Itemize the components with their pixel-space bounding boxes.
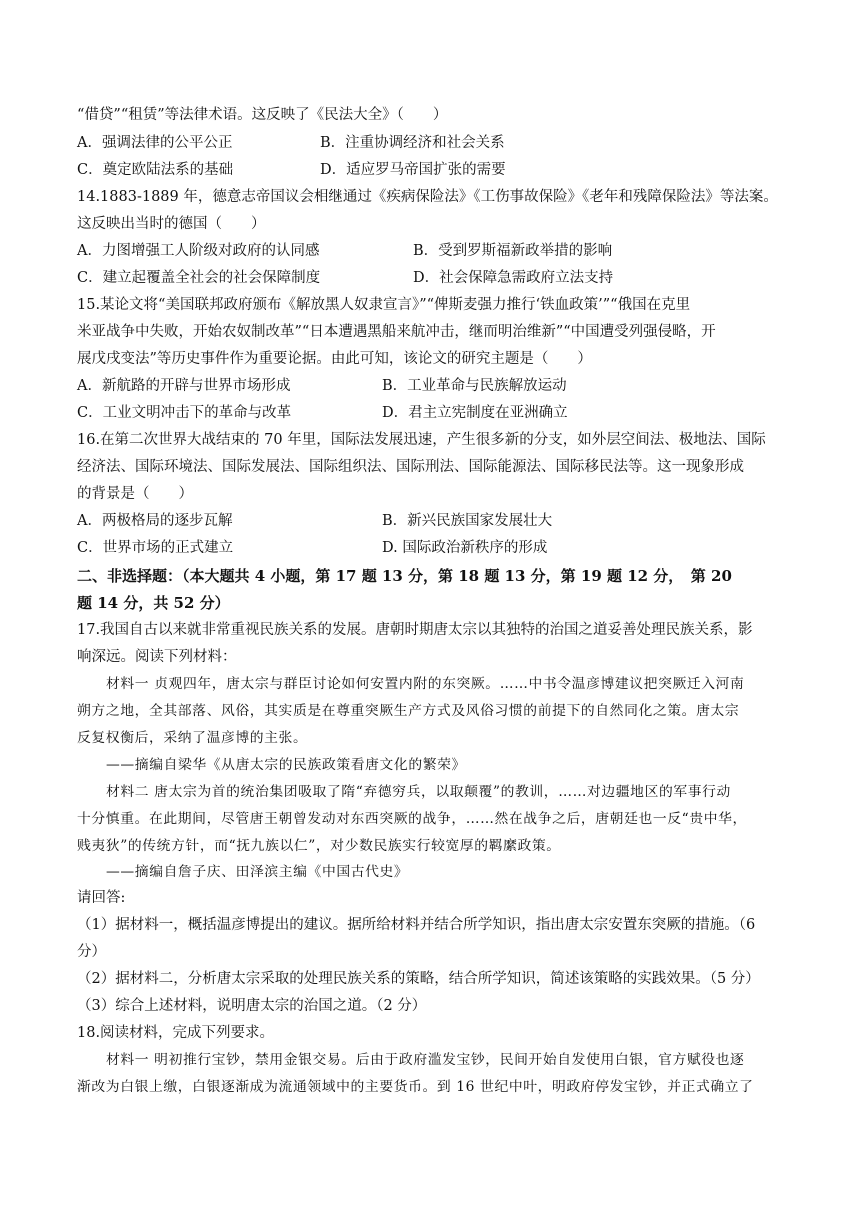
q13-option-b: B．注重协调经济和社会关系 xyxy=(320,135,505,151)
q14-stem-line1: 14.1883-1889 年，德意志帝国议会相继通过《疾病保险法》《工伤事故保险》《老年和残障保险法》等法案。 xyxy=(77,189,778,205)
q17-material2-source: ——摘编自詹子庆、田泽滨主编《中国古代史》 xyxy=(106,864,409,880)
q15-stem-line2: 米亚战争中失败，开始农奴制改革”“日本遭遇黑船来航冲击，继而明治维新”“中国遭受列强侵略，开 xyxy=(77,324,716,340)
q14-option-a: A．力图增强工人阶级对政府的认同感 xyxy=(77,243,320,259)
q16-option-a: A．两极格局的逐步瓦解 xyxy=(77,513,233,529)
q17-intro-line2: 响深远。阅读下列材料： xyxy=(77,649,237,665)
q15-option-c: C．工业文明冲击下的革命与改革 xyxy=(77,405,292,421)
q15-option-a: A．新航路的开辟与世界市场形成 xyxy=(77,378,291,394)
q15-option-d: D．君主立宪制度在亚洲确立 xyxy=(382,405,568,421)
q17-material2-line1: 材料二 唐太宗为首的统治集团吸取了隋“弃德穷兵，以取颠覆”的教训，……对边疆地区的军事行动 xyxy=(106,784,731,800)
q13-option-a: A．强调法律的公平公正 xyxy=(77,135,233,151)
q18-material1-line1: 材料一 明初推行宝钞，禁用金银交易。后由于政府滥发宝钞，民间开始自发使用白银，官方赋役也逐 xyxy=(106,1052,745,1068)
q16-option-b: B．新兴民族国家发展壮大 xyxy=(382,513,553,529)
q17-subquestion3: （3）综合上述材料，说明唐太宗的治国之道。（2 分） xyxy=(77,998,427,1014)
q15-stem-line1: 15.某论文将“美国联邦政府颁布《解放黑人奴隶宣言》”“俾斯麦强力推行‘铁血政策’”“俄国在克里 xyxy=(77,297,691,313)
q14-option-b: B．受到罗斯福新政举措的影响 xyxy=(413,243,613,259)
q14-stem-line2: 这反映出当时的德国（ ） xyxy=(77,216,266,232)
q17-subquestion1-line1: （1）据材料一，概括温彦博提出的建议。据所给材料并结合所学知识，指出唐太宗安置东突厥的措施。（6 xyxy=(77,917,756,933)
q17-subquestion2: （2）据材料二，分析唐太宗采取的处理民族关系的策略，结合所学知识，简述该策略的实践效果。（5 分） xyxy=(77,971,760,987)
section2-heading-line1: 二、非选择题：（本大题共 4 小题，第 17 题 13 分，第 18 题 13 分，第 19 题 12 分， 第 20 xyxy=(77,567,732,585)
q14-option-c: C．建立起覆盖全社会的社会保障制度 xyxy=(77,270,321,286)
q16-stem-line1: 16.在第二次世界大战结束的 70 年里，国际法发展迅速，产生很多新的分支，如外层空间法、极地法、国际 xyxy=(77,432,766,448)
q17-material2-line3: 贱夷狄”的传统方针，而“抚九族以仁”，对少数民族实行较宽厚的羁縻政策。 xyxy=(77,838,561,854)
q17-ask: 请回答: xyxy=(77,890,126,906)
section2-heading-line2: 题 14 分，共 52 分） xyxy=(77,594,230,612)
q14-option-d: D．社会保障急需政府立法支持 xyxy=(413,270,614,286)
q18-material1-line2: 渐改为白银上缴，白银逐渐成为流通领域中的主要货币。到 16 世纪中叶，明政府停发宝钞，并正式确立了 xyxy=(77,1079,754,1095)
q15-stem-line3: 展戊戌变法”等历史事件作为重要论据。由此可知，该论文的研究主题是（ ） xyxy=(77,351,592,367)
q18-intro: 18.阅读材料，完成下列要求。 xyxy=(77,1025,275,1041)
q17-subquestion1-line2: 分） xyxy=(77,944,106,960)
q17-material1-source: ——摘编自梁华《从唐太宗的民族政策看唐文化的繁荣》 xyxy=(106,757,466,773)
q17-intro-line1: 17.我国自古以来就非常重视民族关系的发展。唐朝时期唐太宗以其独特的治国之道妥善处理民族关系，影 xyxy=(77,622,753,638)
q17-material1-line1: 材料一 贞观四年，唐太宗与群臣讨论如何安置内附的东突厥。……中书令温彦博建议把突厥迁入河南 xyxy=(106,676,745,692)
q17-material1-line3: 反复权衡后，采纳了温彦博的主张。 xyxy=(77,730,308,746)
q17-material2-line2: 十分慎重。在此期间，尽管唐王朝曾发动对东西突厥的战争，……然在战争之后，唐朝廷也一反“贵中华， xyxy=(77,811,747,827)
q13-stem: “借贷”“租赁”等法律术语。这反映了《民法大全》（ ） xyxy=(77,107,448,123)
q13-option-d: D．适应罗马帝国扩张的需要 xyxy=(320,162,506,178)
q13-option-c: C．奠定欧陆法系的基础 xyxy=(77,162,234,178)
q17-material1-line2: 朔方之地，全其部落、风俗，其实质是在尊重突厥生产方式及风俗习惯的前提下的自然同化之策。唐太宗 xyxy=(77,703,740,719)
q15-option-b: B．工业革命与民族解放运动 xyxy=(382,378,567,394)
q16-option-d: D. 国际政治新秩序的形成 xyxy=(382,540,548,556)
q16-option-c: C．世界市场的正式建立 xyxy=(77,540,234,556)
q16-stem-line2: 经济法、国际环境法、国际发展法、国际组织法、国际刑法、国际能源法、国际移民法等。这一现象形成 xyxy=(77,459,744,475)
q16-stem-line3: 的背景是（ ） xyxy=(77,486,193,502)
